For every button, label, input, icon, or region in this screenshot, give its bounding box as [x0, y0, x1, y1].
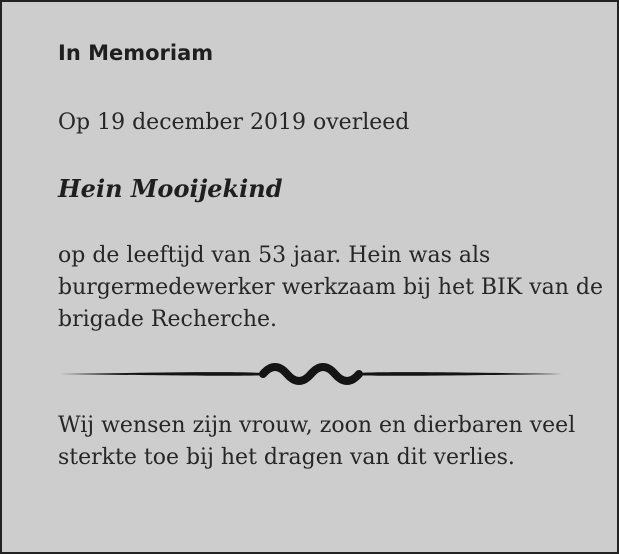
deceased-name: Hein Mooijekind [58, 174, 283, 203]
condolence-line-2: sterkte toe bij het dragen van dit verlies. [58, 445, 515, 470]
death-date-line: Op 19 december 2019 overleed [58, 110, 410, 135]
condolence-line-1: Wij wensen zijn vrouw, zoon en dierbaren veel [58, 413, 576, 438]
bio-paragraph [58, 240, 604, 336]
bio-line-1: op de leeftijd van 53 jaar. Hein was als [58, 243, 491, 268]
condolence-paragraph [58, 410, 591, 474]
bio-line-3: brigade Recherche. [58, 307, 278, 332]
rope-twist-divider-icon [58, 362, 564, 386]
bio-line-2: burgermedewerker werkzaam bij het BIK van de [58, 275, 604, 300]
page-title: In Memoriam [58, 41, 214, 65]
ornamental-divider [58, 362, 564, 386]
